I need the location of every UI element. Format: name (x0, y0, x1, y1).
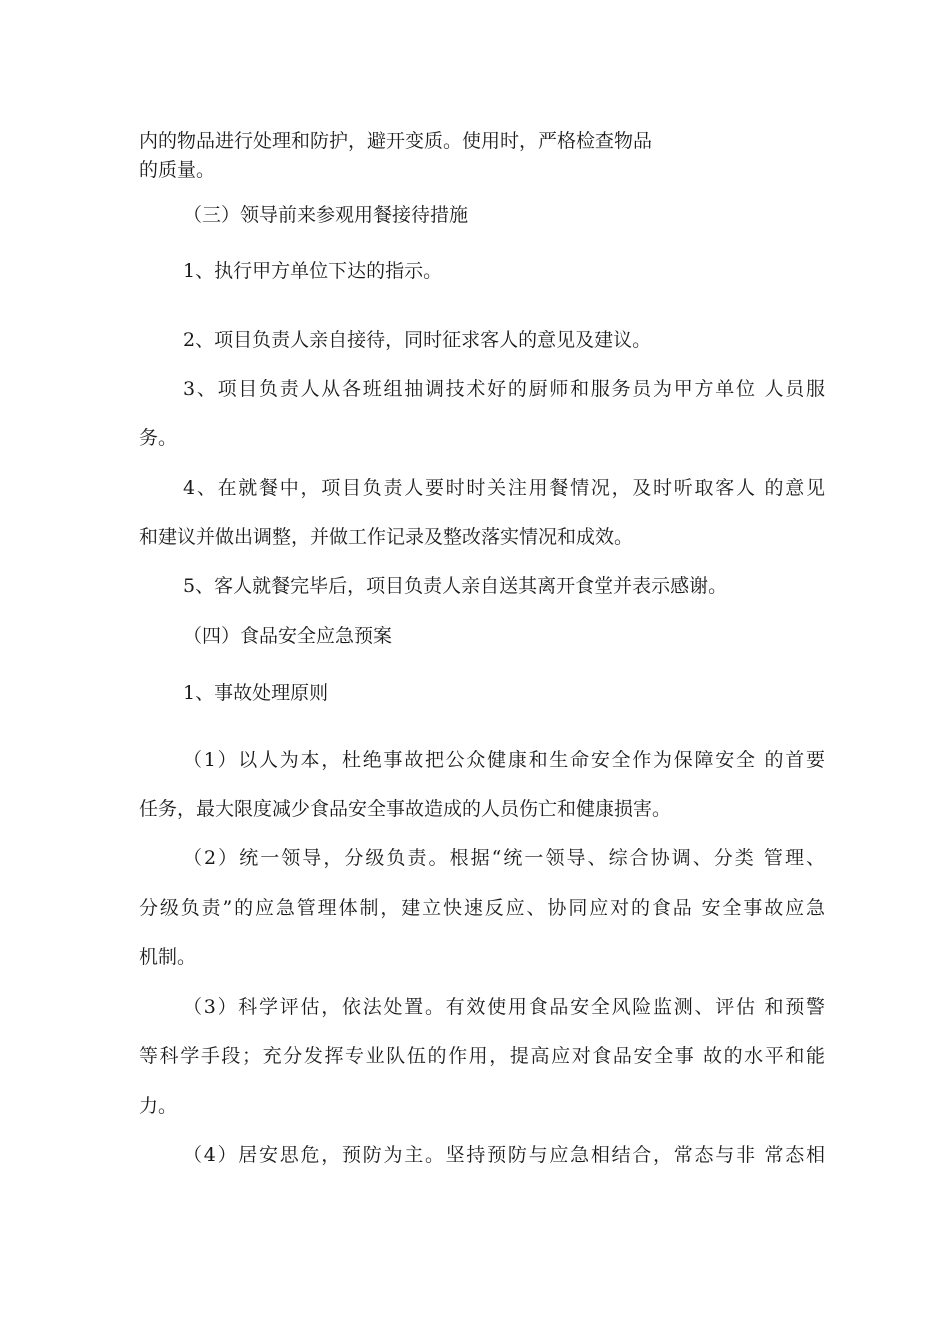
principle-2: （2）统一领导，分级负责。根据“统一领导、综合协调、分类 管理、 (183, 847, 825, 869)
text-line-1: 内的物品进行处理和防护，避开变质。使用时，严格检查物品 (139, 130, 653, 152)
principle-2-cont-2: 机制。 (139, 946, 197, 968)
subheading-principles: 1、事故处理原则 (183, 682, 329, 704)
list-item-3: 3、项目负责人从各班组抽调技术好的厨师和服务员为甲方单位 人员服 (183, 378, 825, 400)
principle-2-cont-1: 分级负责”的应急管理体制，建立快速反应、协同应对的食品 安全事故应急 (139, 897, 825, 919)
principle-3: （3）科学评估，依法处置。有效使用食品安全风险监测、评估 和预警 (183, 996, 825, 1018)
list-item-2: 2、项目负责人亲自接待，同时征求客人的意见及建议。 (183, 329, 652, 351)
section-heading-3: （三）领导前来参观用餐接待措施 (183, 204, 469, 226)
list-item-1: 1、执行甲方单位下达的指示。 (183, 260, 443, 282)
text-line-2: 的质量。 (139, 159, 216, 181)
principle-1-cont: 任务，最大限度减少食品安全事故造成的人员伤亡和健康损害。 (139, 798, 672, 820)
principle-3-cont-2: 力。 (139, 1095, 178, 1117)
list-item-4: 4、在就餐中，项目负责人要时时关注用餐情况，及时听取客人 的意见 (183, 477, 825, 499)
list-item-5: 5、客人就餐完毕后，项目负责人亲自送其离开食堂并表示感谢。 (183, 575, 728, 597)
section-heading-4: （四）食品安全应急预案 (183, 625, 393, 647)
list-item-4-cont: 和建议并做出调整，并做工作记录及整改落实情况和成效。 (139, 526, 634, 548)
principle-3-cont-1: 等科学手段；充分发挥专业队伍的作用，提高应对食品安全事 故的水平和能 (139, 1045, 825, 1067)
principle-4: （4）居安思危，预防为主。坚持预防与应急相结合，常态与非 常态相 (183, 1144, 825, 1166)
principle-1: （1）以人为本，杜绝事故把公众健康和生命安全作为保障安全 的首要 (183, 749, 825, 771)
list-item-3-cont: 务。 (139, 427, 178, 449)
